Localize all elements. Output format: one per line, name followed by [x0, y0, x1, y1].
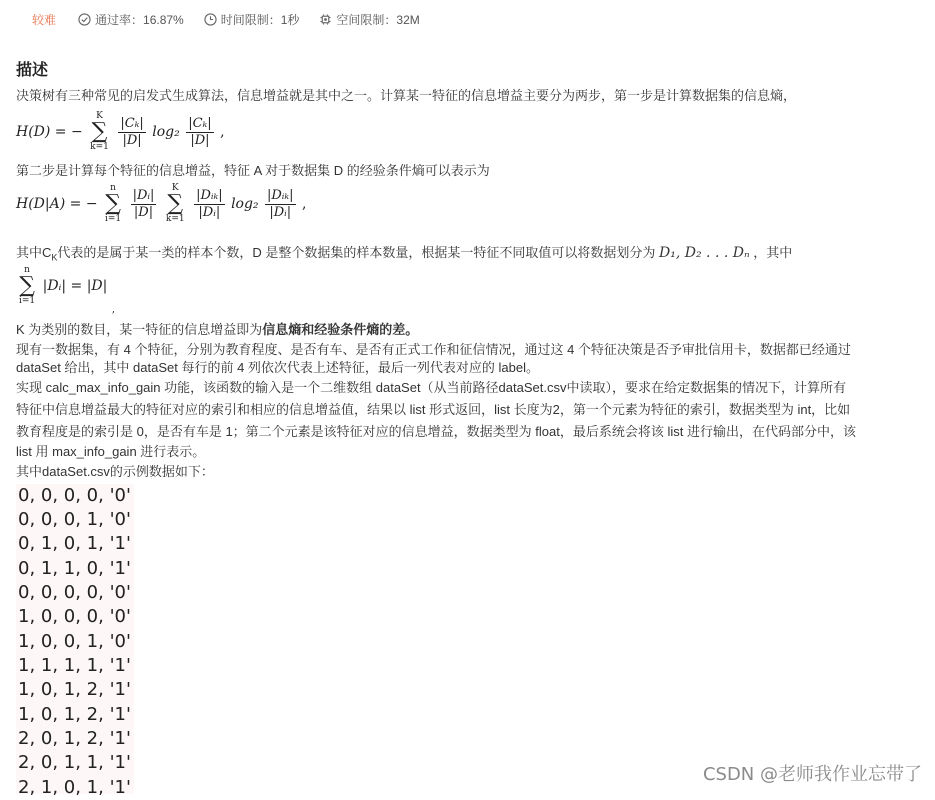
fraction: $\frac{\text{|Dᵢₖ|}}{\text{|Dᵢ|}}$	[196, 187, 223, 220]
pass-rate	[78, 11, 184, 28]
sum-symbol: n ∑ i=1	[19, 265, 36, 306]
data-row: 1, 0, 1, 2, '1'	[18, 679, 131, 700]
sum-symbol: K ∑ k=1	[90, 111, 109, 152]
time-limit	[204, 11, 300, 28]
data-row: 0, 0, 0, 1, '0'	[18, 509, 131, 530]
check-circle-icon	[78, 13, 91, 26]
data-row: 1, 0, 0, 1, '0'	[18, 631, 131, 652]
data-row: 0, 1, 1, 0, '1'	[18, 558, 131, 579]
paragraph-task-line2: 特征中信息增益最大的特征对应的索引和相应的信息增益值，结果以 list 形式返回，list 长度为2，第一个元素为特征的索引，数据类型为 int，比如	[16, 402, 851, 417]
data-row: 0, 1, 0, 1, '1'	[18, 533, 131, 554]
data-row: 1, 0, 1, 2, '1'	[18, 704, 131, 725]
problem-meta-bar	[16, 10, 440, 28]
formula-entropy: H(D) = − K ∑ k=1 $\frac{\text{|Cₖ|}}{|D|}$ log₂ $\frac{\text{|Cₖ|}}{|D|}$ ,	[16, 111, 225, 152]
chip-icon	[319, 13, 332, 26]
clock-icon	[204, 13, 217, 26]
data-row: 0, 0, 0, 0, '0'	[18, 582, 131, 603]
paragraph-partition: 其中$C_K$代表的是属于某一类的样本个数，D 是整个数据集的样本数量，根据某一特征不同取值可以将数据划分为 D₁, D₂ . . . Dₙ ，其中	[16, 245, 793, 263]
paragraph-intro: 决策树有三种常见的启发式生成算法，信息增益就是其中之一。计算某一特征的信息增益主要分为两步，第一步是计算数据集的信息熵，	[16, 88, 797, 103]
data-row: 2, 1, 0, 1, '1'	[18, 777, 131, 798]
partition-math: D₁, D₂ . . . Dₙ	[659, 245, 750, 261]
sample-data-block	[16, 484, 134, 798]
time-limit-text: 时间限制：1秒	[220, 12, 300, 27]
paragraph-conditional-entropy: 第二步是计算每个特征的信息增益，特征 A 对于数据集 D 的经验条件熵可以表示为	[16, 163, 490, 178]
sum-symbol: K ∑ k=1	[165, 183, 185, 224]
data-row: 2, 0, 1, 2, '1'	[18, 728, 131, 749]
paragraph-sample-intro: 其中dataSet.csv的示例数据如下：	[16, 464, 214, 479]
paragraph-task-line1: 实现 calc_max_info_gain 功能，该函数的输入是一个二维数组 dataSet（从当前路径dataSet.csv中读取），要求在给定数据集的情况下，计算所有	[16, 380, 846, 395]
paragraph-info-gain: K 为类别的数目，某一特征的信息增益即为信息熵和经验条件熵的差。	[16, 322, 419, 337]
paragraph-dataset-line2: dataSet 给出，其中 dataSet 每行的前 4 列依次代表上述特征，最后一列代表对应的 label。	[16, 360, 539, 375]
space-limit	[319, 11, 419, 28]
fraction: $\frac{\text{|Dᵢₖ|}}{\text{|Dᵢ|}}$	[267, 187, 294, 220]
paragraph-dataset-line1: 现有一数据集，有 4 个特征，分别为教育程度、是否有车、是否有正式工作和征信情况，通过这 4 个特征决策是否予审批信用卡，数据都已经通过	[16, 342, 851, 357]
difficulty-badge: 较难	[32, 12, 57, 27]
fraction: $\frac{\text{|Dᵢ|}}{|D|}$	[132, 187, 155, 220]
data-row: 1, 1, 1, 1, '1'	[18, 655, 131, 676]
pass-rate-text: 通过率：16.87%	[95, 12, 184, 27]
csdn-watermark: CSDN @老师我作业忘带了	[702, 764, 922, 785]
formula-conditional-entropy: H(D|A) = − n ∑ i=1 $\frac{\text{|Dᵢ|}}{|D|}$ K ∑ k=1 $\frac{\text{|Dᵢₖ|}}{\text{|Dᵢ|}}$ log₂ $\frac{\text{|Dᵢₖ|}}{\text{|Dᵢ|}}$ ,	[16, 183, 307, 224]
description-heading: 描述	[16, 62, 49, 79]
paragraph-task-line4: list 用 max_info_gain 进行表示。	[16, 444, 206, 459]
sum-symbol: n ∑ i=1	[105, 183, 122, 224]
data-row: 1, 0, 0, 0, '0'	[18, 606, 131, 627]
space-limit-text: 空间限制：32M	[336, 12, 420, 27]
fraction: $\frac{\text{|Cₖ|}}{|D|}$	[188, 115, 212, 148]
paragraph-task-line3: 教育程度是的索引是 0，是否有车是 1；第二个元素是该特征对应的信息增益，数据类型为 float，最后系统会将该 list 进行输出，在代码部分中，该	[16, 424, 856, 439]
data-row: 2, 0, 1, 1, '1'	[18, 752, 131, 773]
formula-partition-sum: n ∑ i=1 |Dᵢ| = |D| $_,$	[19, 265, 116, 315]
data-row: 0, 0, 0, 0, '0'	[18, 485, 131, 506]
fraction: $\frac{\text{|Cₖ|}}{|D|}$	[120, 115, 144, 148]
